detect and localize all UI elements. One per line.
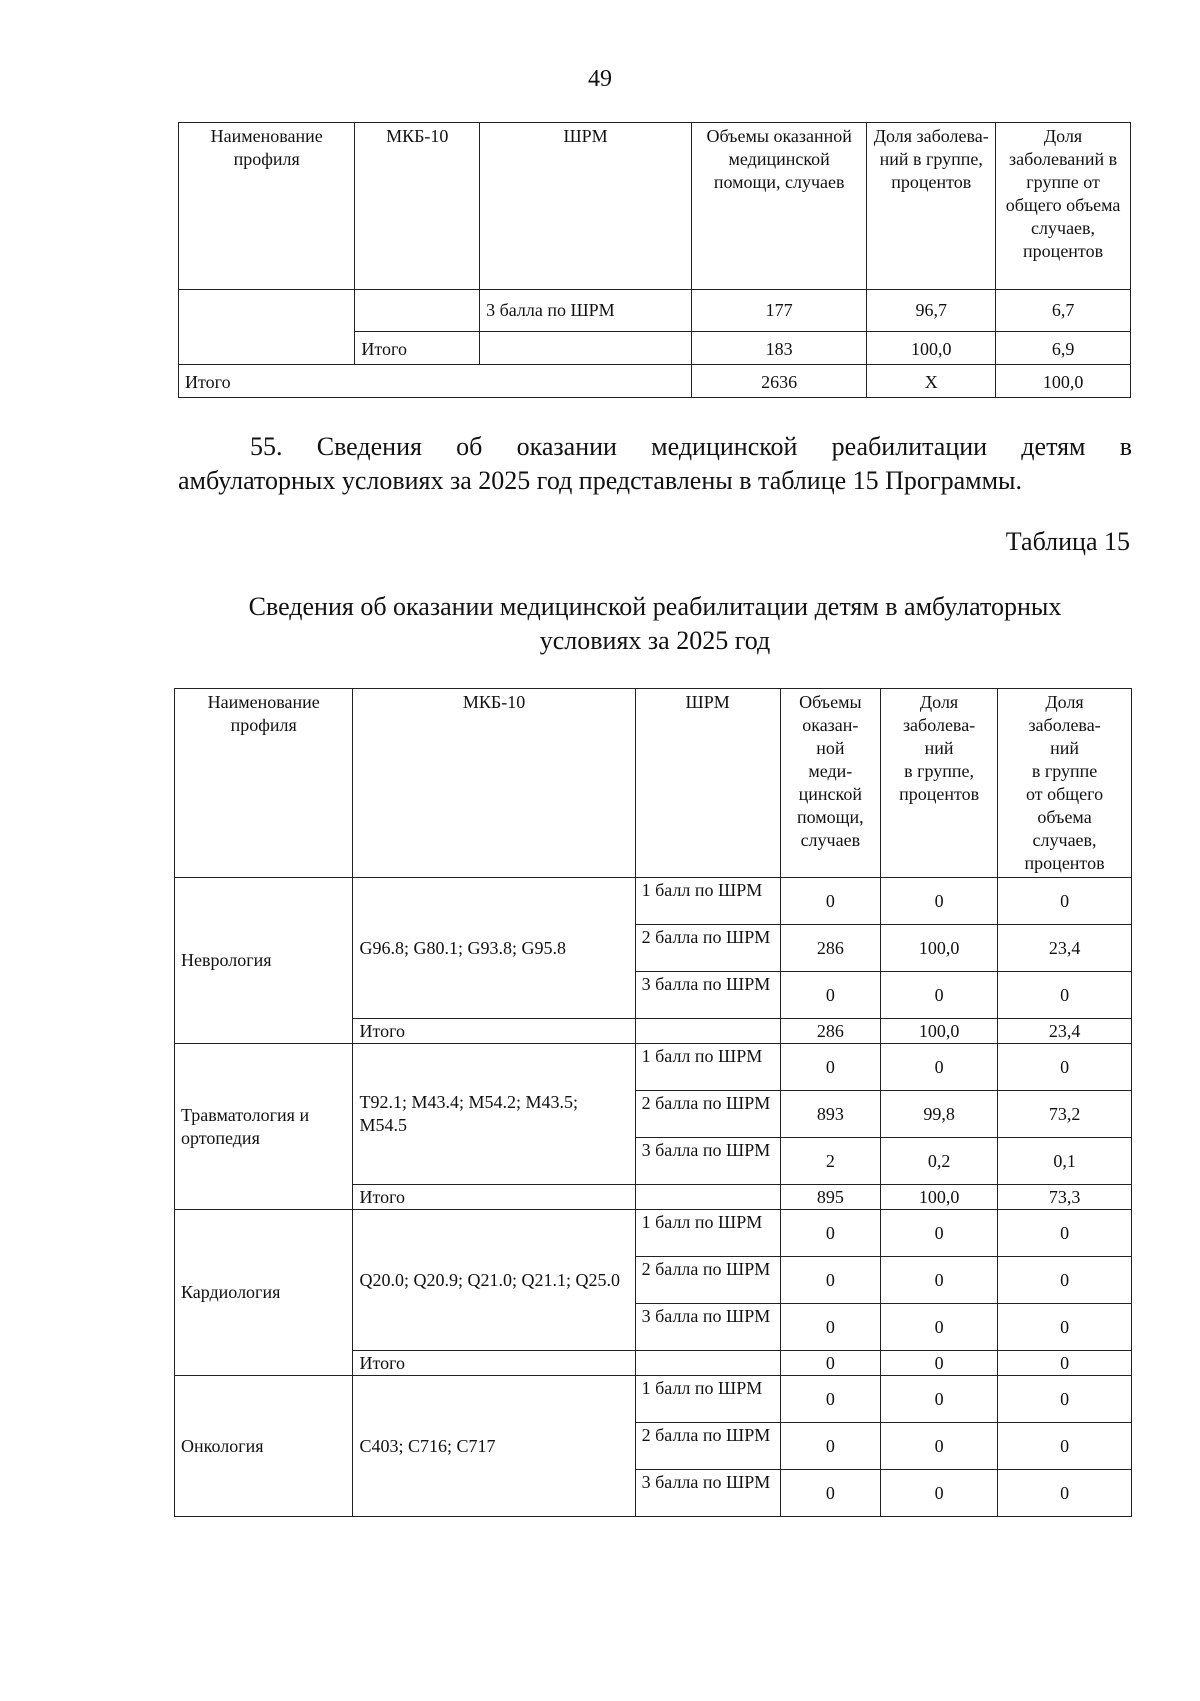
- volume-cell: 893: [780, 1091, 880, 1138]
- share-cell: 0: [881, 1470, 998, 1517]
- header-share-line: Доля: [919, 692, 959, 712]
- volume-cell: 0: [780, 1470, 880, 1517]
- share-cell: 100,0: [881, 1185, 998, 1210]
- shrm-cell: 3 балла по ШРМ: [635, 1304, 780, 1351]
- shrm-cell: 1 балл по ШРМ: [635, 878, 780, 925]
- total-share-cell: 0: [998, 1470, 1132, 1517]
- header-shrm: ШРМ: [480, 123, 692, 290]
- total-share-cell: 0: [998, 1304, 1132, 1351]
- paragraph-55: [178, 430, 1132, 498]
- profile-cell: Неврология: [175, 878, 353, 1044]
- shrm-cell: 3 балла по ШРМ: [480, 290, 692, 332]
- table-title-line: Сведения об оказании медицинской реабилитации детям в амбулаторных: [248, 592, 1062, 621]
- header-total-share: [998, 689, 1132, 878]
- paragraph-line: 55. Сведения об оказании медицинской реабилитации детям в: [250, 432, 1132, 461]
- volume-cell: 895: [780, 1185, 880, 1210]
- table-header-row: [175, 689, 1132, 878]
- shrm-cell: 2 балла по ШРМ: [635, 925, 780, 972]
- header-volume-line: Объемы: [799, 692, 862, 712]
- header-volume-line: меди-: [808, 761, 853, 781]
- header-profile: [175, 689, 353, 878]
- shrm-cell: [635, 1185, 780, 1210]
- share-cell: 0: [881, 1376, 998, 1423]
- shrm-cell: 2 балла по ШРМ: [635, 1423, 780, 1470]
- shrm-cell: 1 балл по ШРМ: [635, 1210, 780, 1257]
- header-total-share-line: случаев,: [1032, 830, 1097, 850]
- total-share-cell: 0: [998, 878, 1132, 925]
- share-cell: 0: [881, 1304, 998, 1351]
- header-share-line: заболева-: [902, 715, 976, 735]
- header-total-share-line: процентов: [1024, 853, 1105, 873]
- table-label: Таблица 15: [1005, 527, 1130, 556]
- share-cell: 0: [881, 972, 998, 1019]
- share-cell: 0,2: [881, 1138, 998, 1185]
- shrm-cell: [480, 332, 692, 365]
- share-cell: 0: [881, 878, 998, 925]
- share-cell: X: [867, 365, 996, 398]
- header-total-share: Доля заболеваний в группе от общего объема случаев, процентов: [996, 123, 1131, 290]
- volume-cell: 2636: [691, 365, 866, 398]
- table-15: [174, 688, 1132, 1517]
- header-volume-line: цинской: [798, 784, 862, 804]
- share-cell: 100,0: [881, 1019, 998, 1044]
- header-share: [881, 689, 998, 878]
- total-share-cell: 73,3: [998, 1185, 1132, 1210]
- volume-cell: 183: [691, 332, 866, 365]
- share-cell: 99,8: [881, 1091, 998, 1138]
- total-share-cell: 23,4: [998, 925, 1132, 972]
- table-title-line: условиях за 2025 год: [539, 626, 771, 655]
- header-mkb: МКБ-10: [353, 689, 635, 878]
- grand-total-label: Итого: [179, 365, 692, 398]
- total-share-cell: 6,9: [996, 332, 1131, 365]
- share-cell: 100,0: [881, 925, 998, 972]
- shrm-cell: 3 балла по ШРМ: [635, 972, 780, 1019]
- header-volume-line: случаев: [800, 830, 861, 850]
- total-share-cell: 100,0: [996, 365, 1131, 398]
- total-share-cell: 0: [998, 972, 1132, 1019]
- total-share-cell: 0: [998, 1351, 1132, 1376]
- previous-table-continuation: [178, 122, 1131, 398]
- header-total-share-line: от общего: [1026, 784, 1104, 804]
- share-cell: 0: [881, 1351, 998, 1376]
- volume-cell: 0: [780, 1044, 880, 1091]
- volume-cell: 0: [780, 1257, 880, 1304]
- shrm-cell: 1 балл по ШРМ: [635, 1044, 780, 1091]
- header-share: Доля заболева-ний в группе, процентов: [867, 123, 996, 290]
- header-volume-line: помощи,: [796, 807, 864, 827]
- total-share-cell: 0: [998, 1376, 1132, 1423]
- header-share-line: процентов: [899, 784, 980, 804]
- page-number: 49: [588, 66, 612, 92]
- header-volume-line: ной: [816, 738, 845, 758]
- header-volume: [780, 689, 880, 878]
- header-mkb: МКБ-10: [355, 123, 480, 290]
- shrm-cell: 1 балл по ШРМ: [635, 1376, 780, 1423]
- header-shrm: ШРМ: [635, 689, 780, 878]
- volume-cell: 0: [780, 1210, 880, 1257]
- shrm-cell: 2 балла по ШРМ: [635, 1091, 780, 1138]
- volume-cell: 0: [780, 1304, 880, 1351]
- volume-cell: 0: [780, 1423, 880, 1470]
- profile-cell: Онкология: [175, 1376, 353, 1517]
- header-volume-line: оказан-: [802, 715, 859, 735]
- header-share-line: в группе,: [904, 761, 975, 781]
- share-cell: 0: [881, 1257, 998, 1304]
- header-total-share-line: Доля: [1045, 692, 1084, 712]
- total-share-cell: 0: [998, 1210, 1132, 1257]
- table-row: [175, 878, 1132, 925]
- total-share-cell: 0,1: [998, 1138, 1132, 1185]
- header-total-share-line: в группе: [1031, 761, 1098, 781]
- volume-cell: 0: [780, 1376, 880, 1423]
- shrm-cell: 2 балла по ШРМ: [635, 1257, 780, 1304]
- header-share-line: ний: [924, 738, 954, 758]
- table-title: [178, 590, 1132, 658]
- share-cell: 0: [881, 1423, 998, 1470]
- volume-cell: 2: [780, 1138, 880, 1185]
- share-cell: 0: [881, 1210, 998, 1257]
- paragraph-line: амбулаторных условиях за 2025 год представлены в таблице 15 Программы.: [178, 466, 1023, 495]
- total-share-cell: 23,4: [998, 1019, 1132, 1044]
- header-profile-line: профиля: [230, 715, 297, 735]
- header-volume: Объемы оказанной медицинской помощи, случаев: [691, 123, 866, 290]
- header-total-share-line: ний: [1050, 738, 1080, 758]
- mkb-codes-cell: T92.1; M43.4; M54.2; M43.5; M54.5: [353, 1044, 635, 1185]
- subtotal-label: Итого: [353, 1019, 635, 1044]
- header-total-share-line: заболева-: [1028, 715, 1101, 735]
- header-profile-line: Наименование: [207, 692, 320, 712]
- shrm-cell: 3 балла по ШРМ: [635, 1470, 780, 1517]
- mkb-codes-cell: C403; C716; C717: [353, 1376, 635, 1517]
- table-row: [175, 1376, 1132, 1423]
- volume-cell: 0: [780, 878, 880, 925]
- volume-cell: 286: [780, 925, 880, 972]
- profile-cell: Травматология и ортопедия: [175, 1044, 353, 1210]
- grand-total-row: [179, 365, 1131, 398]
- table-header-row: [179, 123, 1131, 290]
- share-cell: 100,0: [867, 332, 996, 365]
- header-total-share-line: объема: [1037, 807, 1092, 827]
- volume-cell: 177: [691, 290, 866, 332]
- subtotal-label: Итого: [355, 332, 480, 365]
- volume-cell: 286: [780, 1019, 880, 1044]
- volume-cell: 0: [780, 972, 880, 1019]
- table-row: [179, 290, 1131, 332]
- share-cell: 0: [881, 1044, 998, 1091]
- shrm-cell: [635, 1019, 780, 1044]
- table-row: [175, 1044, 1132, 1091]
- shrm-cell: [635, 1351, 780, 1376]
- header-profile: Наименование профиля: [179, 123, 355, 290]
- mkb-codes-cell: G96.8; G80.1; G93.8; G95.8: [353, 878, 635, 1019]
- subtotal-label: Итого: [353, 1185, 635, 1210]
- mkb-cell: [355, 290, 480, 332]
- shrm-cell: 3 балла по ШРМ: [635, 1138, 780, 1185]
- volume-cell: 0: [780, 1351, 880, 1376]
- total-share-cell: 0: [998, 1044, 1132, 1091]
- table-row: [175, 1210, 1132, 1257]
- subtotal-label: Итого: [353, 1351, 635, 1376]
- profile-cell: Кардиология: [175, 1210, 353, 1376]
- share-cell: 96,7: [867, 290, 996, 332]
- total-share-cell: 0: [998, 1423, 1132, 1470]
- total-share-cell: 6,7: [996, 290, 1131, 332]
- profile-cell: [179, 290, 355, 365]
- mkb-codes-cell: Q20.0; Q20.9; Q21.0; Q21.1; Q25.0: [353, 1210, 635, 1351]
- total-share-cell: 73,2: [998, 1091, 1132, 1138]
- total-share-cell: 0: [998, 1257, 1132, 1304]
